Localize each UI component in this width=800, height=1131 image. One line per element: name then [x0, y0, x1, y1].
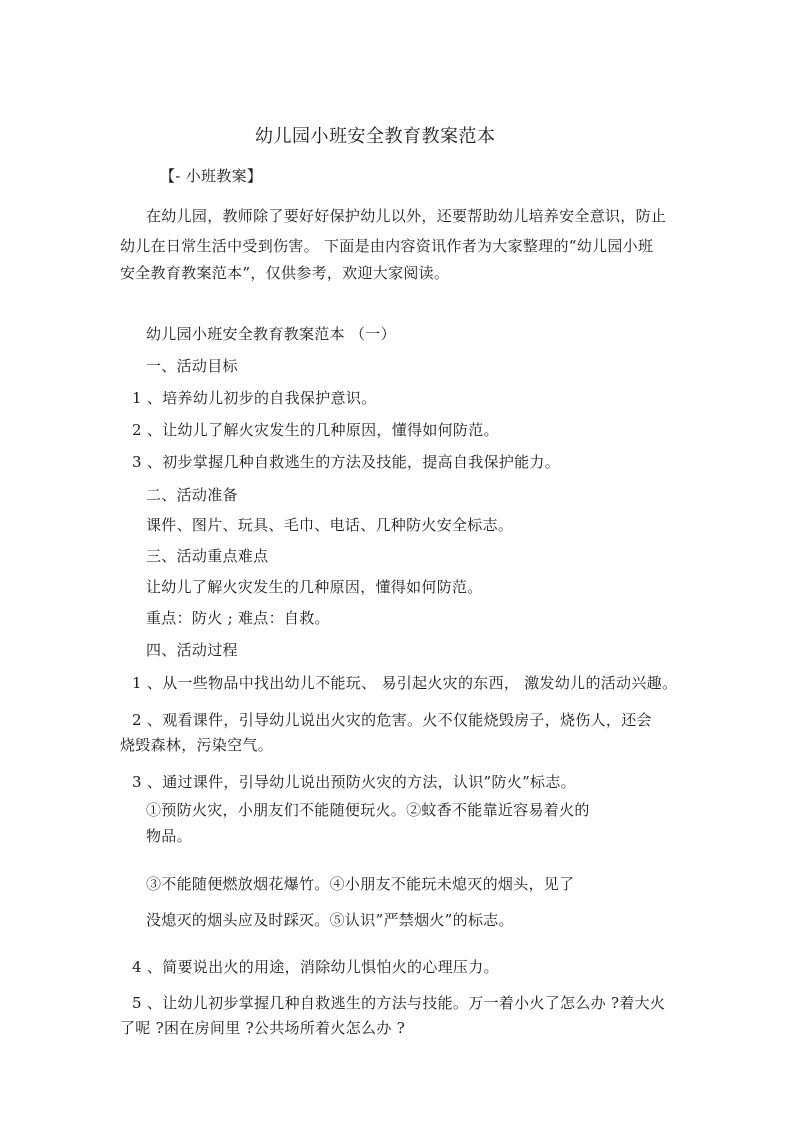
prep-heading: 二、活动准备 — [146, 486, 238, 504]
goal-item-2: 2 、让幼儿了解火灾发生的几种原因，懂得如何防范。 — [132, 421, 499, 439]
process-step-4: 4 、简要说出火的用途，消除幼儿惧怕火的心理压力。 — [132, 958, 499, 976]
key-points: 重点：防火 ; 难点：自救。 — [146, 609, 330, 627]
process-step-2-line-1: 2 、观看课件，引导幼儿说出火灾的危害。火不仅能烧毁房子，烧伤人，还会 — [132, 711, 652, 729]
key-text: 让幼儿了解火灾发生的几种原因，懂得如何防范。 — [146, 578, 483, 596]
category-tag: 【- 小班教案】 — [160, 167, 263, 185]
goals-heading: 一、活动目标 — [146, 357, 238, 375]
process-heading: 四、活动过程 — [146, 641, 238, 659]
intro-line-1: 在幼儿园，教师除了要好好保护幼儿以外，还要帮助幼儿培养安全意识，防止 — [146, 207, 667, 225]
process-step-2-line-2: 烧毁森林，污染空气。 — [120, 736, 274, 754]
process-step-5-line-1: 5 、让幼儿初步掌握几种自救逃生的方法与技能。万一着小火了怎么办 ?着大火 — [132, 994, 666, 1012]
process-step-3-line-4: 没熄灭的烟头应及时踩灭。⑤认识”严禁烟火”的标志。 — [146, 911, 514, 929]
process-step-5-line-2: 了呢 ?困在房间里 ?公共场所着火怎么办 ? — [120, 1019, 406, 1037]
goal-item-1: 1 、培养幼儿初步的自我保护意识。 — [132, 389, 377, 407]
process-step-1: 1 、从一些物品中找出幼儿不能玩、 易引起火灾的东西， 激发幼儿的活动兴趣。 — [132, 674, 678, 692]
page-title: 幼儿园小班安全教育教案范本 — [255, 126, 496, 147]
intro-line-2: 幼儿在日常生活中受到伤害。 下面是由内容资讯作者为大家整理的“幼儿园小班 — [120, 237, 654, 255]
prep-text: 课件、图片、玩具、毛巾、电话、几种防火安全标志。 — [146, 516, 514, 534]
process-step-3: 3 、通过课件，引导幼儿说出预防火灾的方法，认识”防火”标志。 — [132, 773, 576, 791]
process-step-3-line-1: ①预防火灾，小朋友们不能随便玩火。②蚊香不能靠近容易着火的 — [146, 801, 590, 819]
process-step-3-line-2: 物品。 — [146, 827, 192, 845]
intro-line-3: 安全教育教案范本”，仅供参考，欢迎大家阅读。 — [120, 264, 450, 282]
process-step-3-line-3: ③不能随便燃放烟花爆竹。④小朋友不能玩未熄灭的烟头，见了 — [146, 875, 575, 893]
section-title: 幼儿园小班安全教育教案范本 （一） — [146, 325, 396, 343]
goal-item-3: 3 、初步掌握几种自救逃生的方法及技能，提高自我保护能力。 — [132, 453, 561, 471]
key-heading: 三、活动重点难点 — [146, 547, 269, 565]
